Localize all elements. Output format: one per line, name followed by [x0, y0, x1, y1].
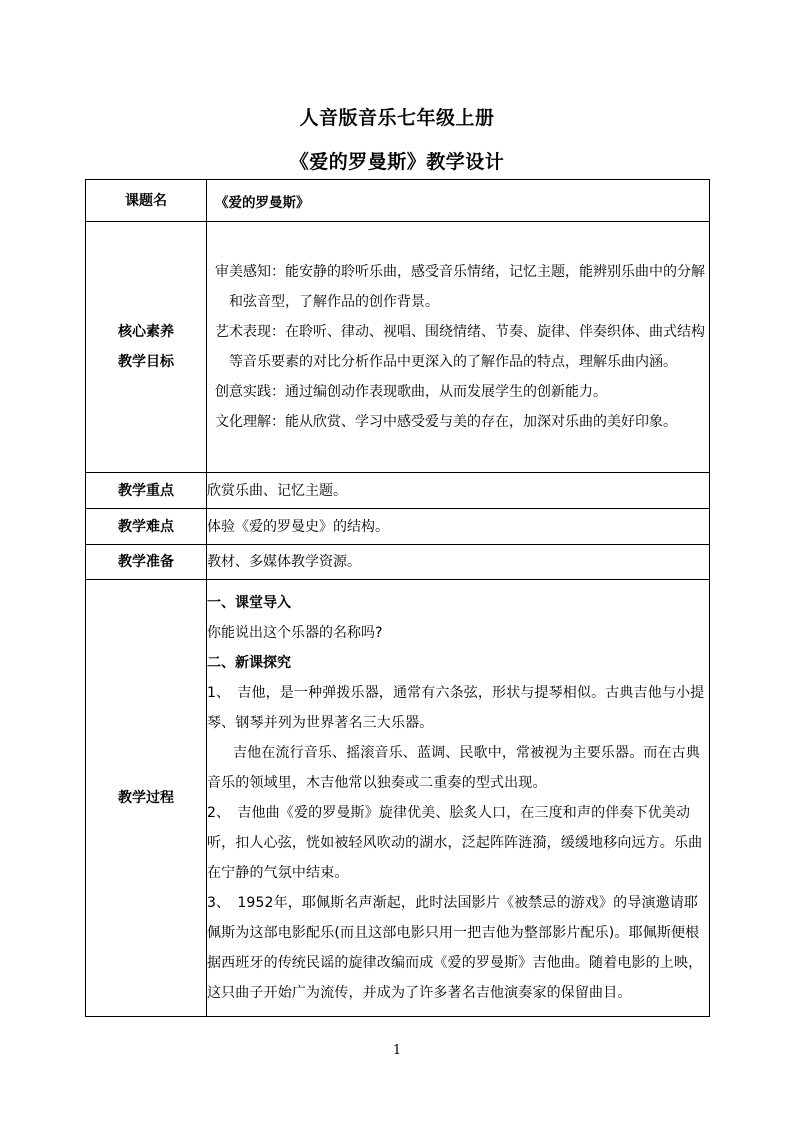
key-points-label: 教学重点: [86, 473, 207, 509]
goal-item: 艺术表现：在聆听、律动、视唱、围绕情绪、节奏、旋律、伴奏织体、曲式结构等音乐要素的对比分析作品中更深入的了解作品的特点，理解乐曲内涵。: [215, 324, 705, 370]
section-title: 二、新课探究: [207, 655, 291, 671]
goal-item: 文化理解：能从欣赏、学习中感受爱与美的存在，加深对乐曲的美好印象。: [215, 414, 677, 430]
goal-item: 创意实践：通过编创动作表现歌曲，从而发展学生的创新能力。: [215, 384, 607, 400]
topic-label: 课题名: [86, 180, 207, 222]
section-text: 你能说出这个乐器的名称吗?: [207, 625, 383, 641]
difficulties-value: 体验《爱的罗曼史》的结构。: [207, 509, 710, 545]
process-paragraph: 2、 吉他曲《爱的罗曼斯》旋律优美、脍炙人口，在三度和声的伴奏下优美动听，扣人心弦，恍如被轻风吹动的湖水，泛起阵阵涟漪，缓缓地移向远方。乐曲在宁静的气氛中结束。: [207, 805, 703, 881]
key-points-value: 欣赏乐曲、记忆主题。: [207, 473, 710, 509]
row-difficulties: [86, 509, 710, 545]
row-topic: [86, 180, 710, 222]
goals-label-line2: 教学目标: [118, 354, 174, 370]
topic-value-cell: [207, 180, 710, 222]
row-preparation: [86, 545, 710, 580]
topic-value: 《爱的罗曼斯》: [215, 194, 310, 211]
lesson-plan-table: [85, 179, 710, 1017]
difficulties-label: 教学难点: [86, 509, 207, 545]
row-goals: [86, 222, 710, 473]
row-process: [86, 580, 710, 1017]
process-paragraph: 吉他在流行音乐、摇滚音乐、蓝调、民歌中，常被视为主要乐器。而在古典音乐的领域里，木吉他常以独奏或二重奏的型式出现。: [207, 745, 700, 791]
goals-content: [207, 222, 710, 473]
process-paragraph: 3、 1952年，耶佩斯名声渐起，此时法国影片《被禁忌的游戏》的导演邀请耶佩斯为这部电影配乐(而且这部电影只用一把吉他为整部影片配乐)。耶佩斯便根据西班牙的传统民谣的旋律改编而成《爱的罗曼斯》吉他曲。随着电影的上映，这只曲子开始广为流传，并成为了许多著名吉他演奏家的保留曲目。: [207, 895, 703, 1001]
preparation-label: 教学准备: [86, 545, 207, 580]
document-title-line2: 《爱的罗曼斯》教学设计: [289, 151, 505, 173]
row-key-points: [86, 473, 710, 509]
section-title: 一、课堂导入: [207, 595, 291, 611]
page-number: 1: [392, 1043, 402, 1058]
preparation-value: 教材、多媒体教学资源。: [207, 545, 710, 580]
goal-item: 审美感知：能安静的聆听乐曲，感受音乐情绪，记忆主题，能辨别乐曲中的分解和弦音型，了解作品的创作背景。: [215, 264, 705, 310]
goals-label-cell: [86, 222, 207, 473]
process-paragraph: 1、 吉他，是一种弹拨乐器，通常有六条弦，形状与提琴相似。古典吉他与小提琴、钢琴并列为世界著名三大乐器。: [207, 685, 705, 731]
document-title-line1: 人音版音乐七年级上册: [299, 107, 495, 129]
process-label: 教学过程: [86, 580, 207, 1017]
process-content: [207, 580, 710, 1017]
goals-label-line1: 核心素养: [118, 324, 174, 340]
